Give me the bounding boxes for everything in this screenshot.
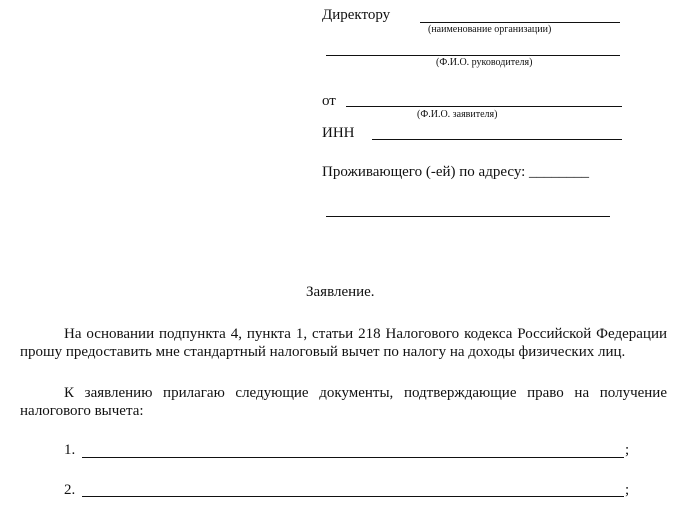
paragraph-attachments xyxy=(20,384,667,420)
list-item-end: ; xyxy=(625,482,630,498)
paragraph-basis xyxy=(20,325,667,361)
organization-caption: (наименование организации) xyxy=(428,24,552,35)
inn-label: ИНН xyxy=(322,125,355,141)
list-item-number: 1. xyxy=(64,442,76,458)
applicant-caption: (Ф.И.О. заявителя) xyxy=(417,109,498,120)
document-title: Заявление. xyxy=(306,284,375,300)
inn-line xyxy=(372,139,622,140)
list-item-number: 2. xyxy=(64,482,76,498)
list-item-line xyxy=(82,496,624,497)
address-label: Проживающего (-ей) по адресу: ________ xyxy=(322,164,590,180)
list-item-line xyxy=(82,457,624,458)
list-item-end: ; xyxy=(625,442,630,458)
from-label: от xyxy=(322,93,336,109)
director-label: Директору xyxy=(322,7,391,23)
applicant-name-line xyxy=(346,106,622,107)
head-name-line xyxy=(326,55,620,56)
address-line xyxy=(326,216,610,217)
paragraph-attachments-text: К заявлению прилагаю следующие документы, подтверждающие право на получение налогового вычета: xyxy=(20,385,667,419)
organization-name-line xyxy=(420,22,620,23)
head-name-caption: (Ф.И.О. руководителя) xyxy=(436,57,533,68)
paragraph-basis-text: На основании подпункта 4, пункта 1, статьи 218 Налогового кодекса Российской Федерации прошу предоставить мне стандартный налоговый вычет по налогу на доходы физических лиц. xyxy=(20,326,667,360)
